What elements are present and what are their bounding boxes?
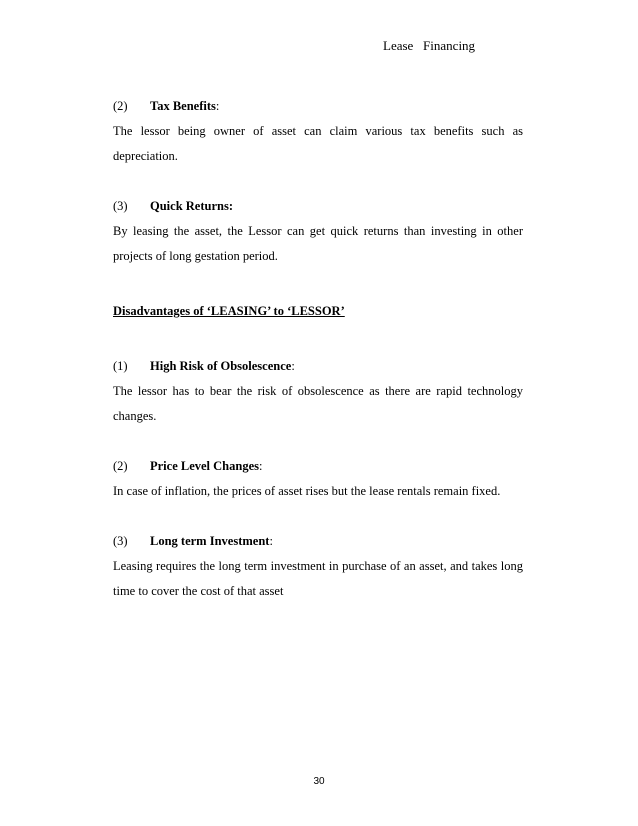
- item-number: (2): [113, 459, 128, 473]
- advantage-item-quick-returns: [113, 194, 523, 269]
- disadvantage-item-obsolescence: [113, 354, 523, 429]
- item-text: In case of inflation, the prices of asset rises but the lease rentals remain fixed.: [113, 484, 501, 498]
- section-heading-disadvantages: Disadvantages of ‘LEASING’ to ‘LESSOR’: [113, 304, 345, 318]
- disadvantage-item-long-term-investment: [113, 529, 523, 604]
- item-heading: [113, 529, 523, 554]
- item-text: The lessor being owner of asset can claim various tax benefits such as depreciation.: [113, 124, 523, 163]
- item-title-suffix: :: [215, 99, 220, 113]
- item-heading: [113, 354, 523, 379]
- item-text: By leasing the asset, the Lessor can get quick returns than investing in other projects of long gestation period.: [113, 224, 523, 263]
- running-header: Lease Financing: [383, 38, 476, 53]
- item-number: (2): [113, 99, 128, 113]
- item-text: The lessor has to bear the risk of obsolescence as there are rapid technology changes.: [113, 384, 523, 423]
- item-title: Tax Benefits: [150, 99, 216, 113]
- advantage-item-tax-benefits: [113, 94, 523, 169]
- item-heading: [113, 94, 523, 119]
- item-title-suffix: :: [269, 534, 273, 548]
- item-heading: [113, 194, 523, 219]
- item-text: Leasing requires the long term investment in purchase of an asset, and takes long time to cover the cost of that asset: [113, 559, 523, 598]
- item-number: (3): [113, 534, 128, 548]
- item-title-suffix: :: [259, 459, 263, 473]
- item-title: Quick Returns:: [150, 199, 233, 213]
- item-title-suffix: :: [291, 359, 295, 373]
- page-content: [113, 94, 523, 604]
- disadvantage-item-price-level: [113, 454, 523, 504]
- item-title: High Risk of Obsolescence: [150, 359, 292, 373]
- page-number: 30: [313, 776, 325, 787]
- item-heading: [113, 454, 523, 479]
- item-number: (3): [113, 199, 128, 213]
- item-number: (1): [113, 359, 128, 373]
- item-title: Price Level Changes: [150, 459, 260, 473]
- item-title: Long term Investment: [150, 534, 270, 548]
